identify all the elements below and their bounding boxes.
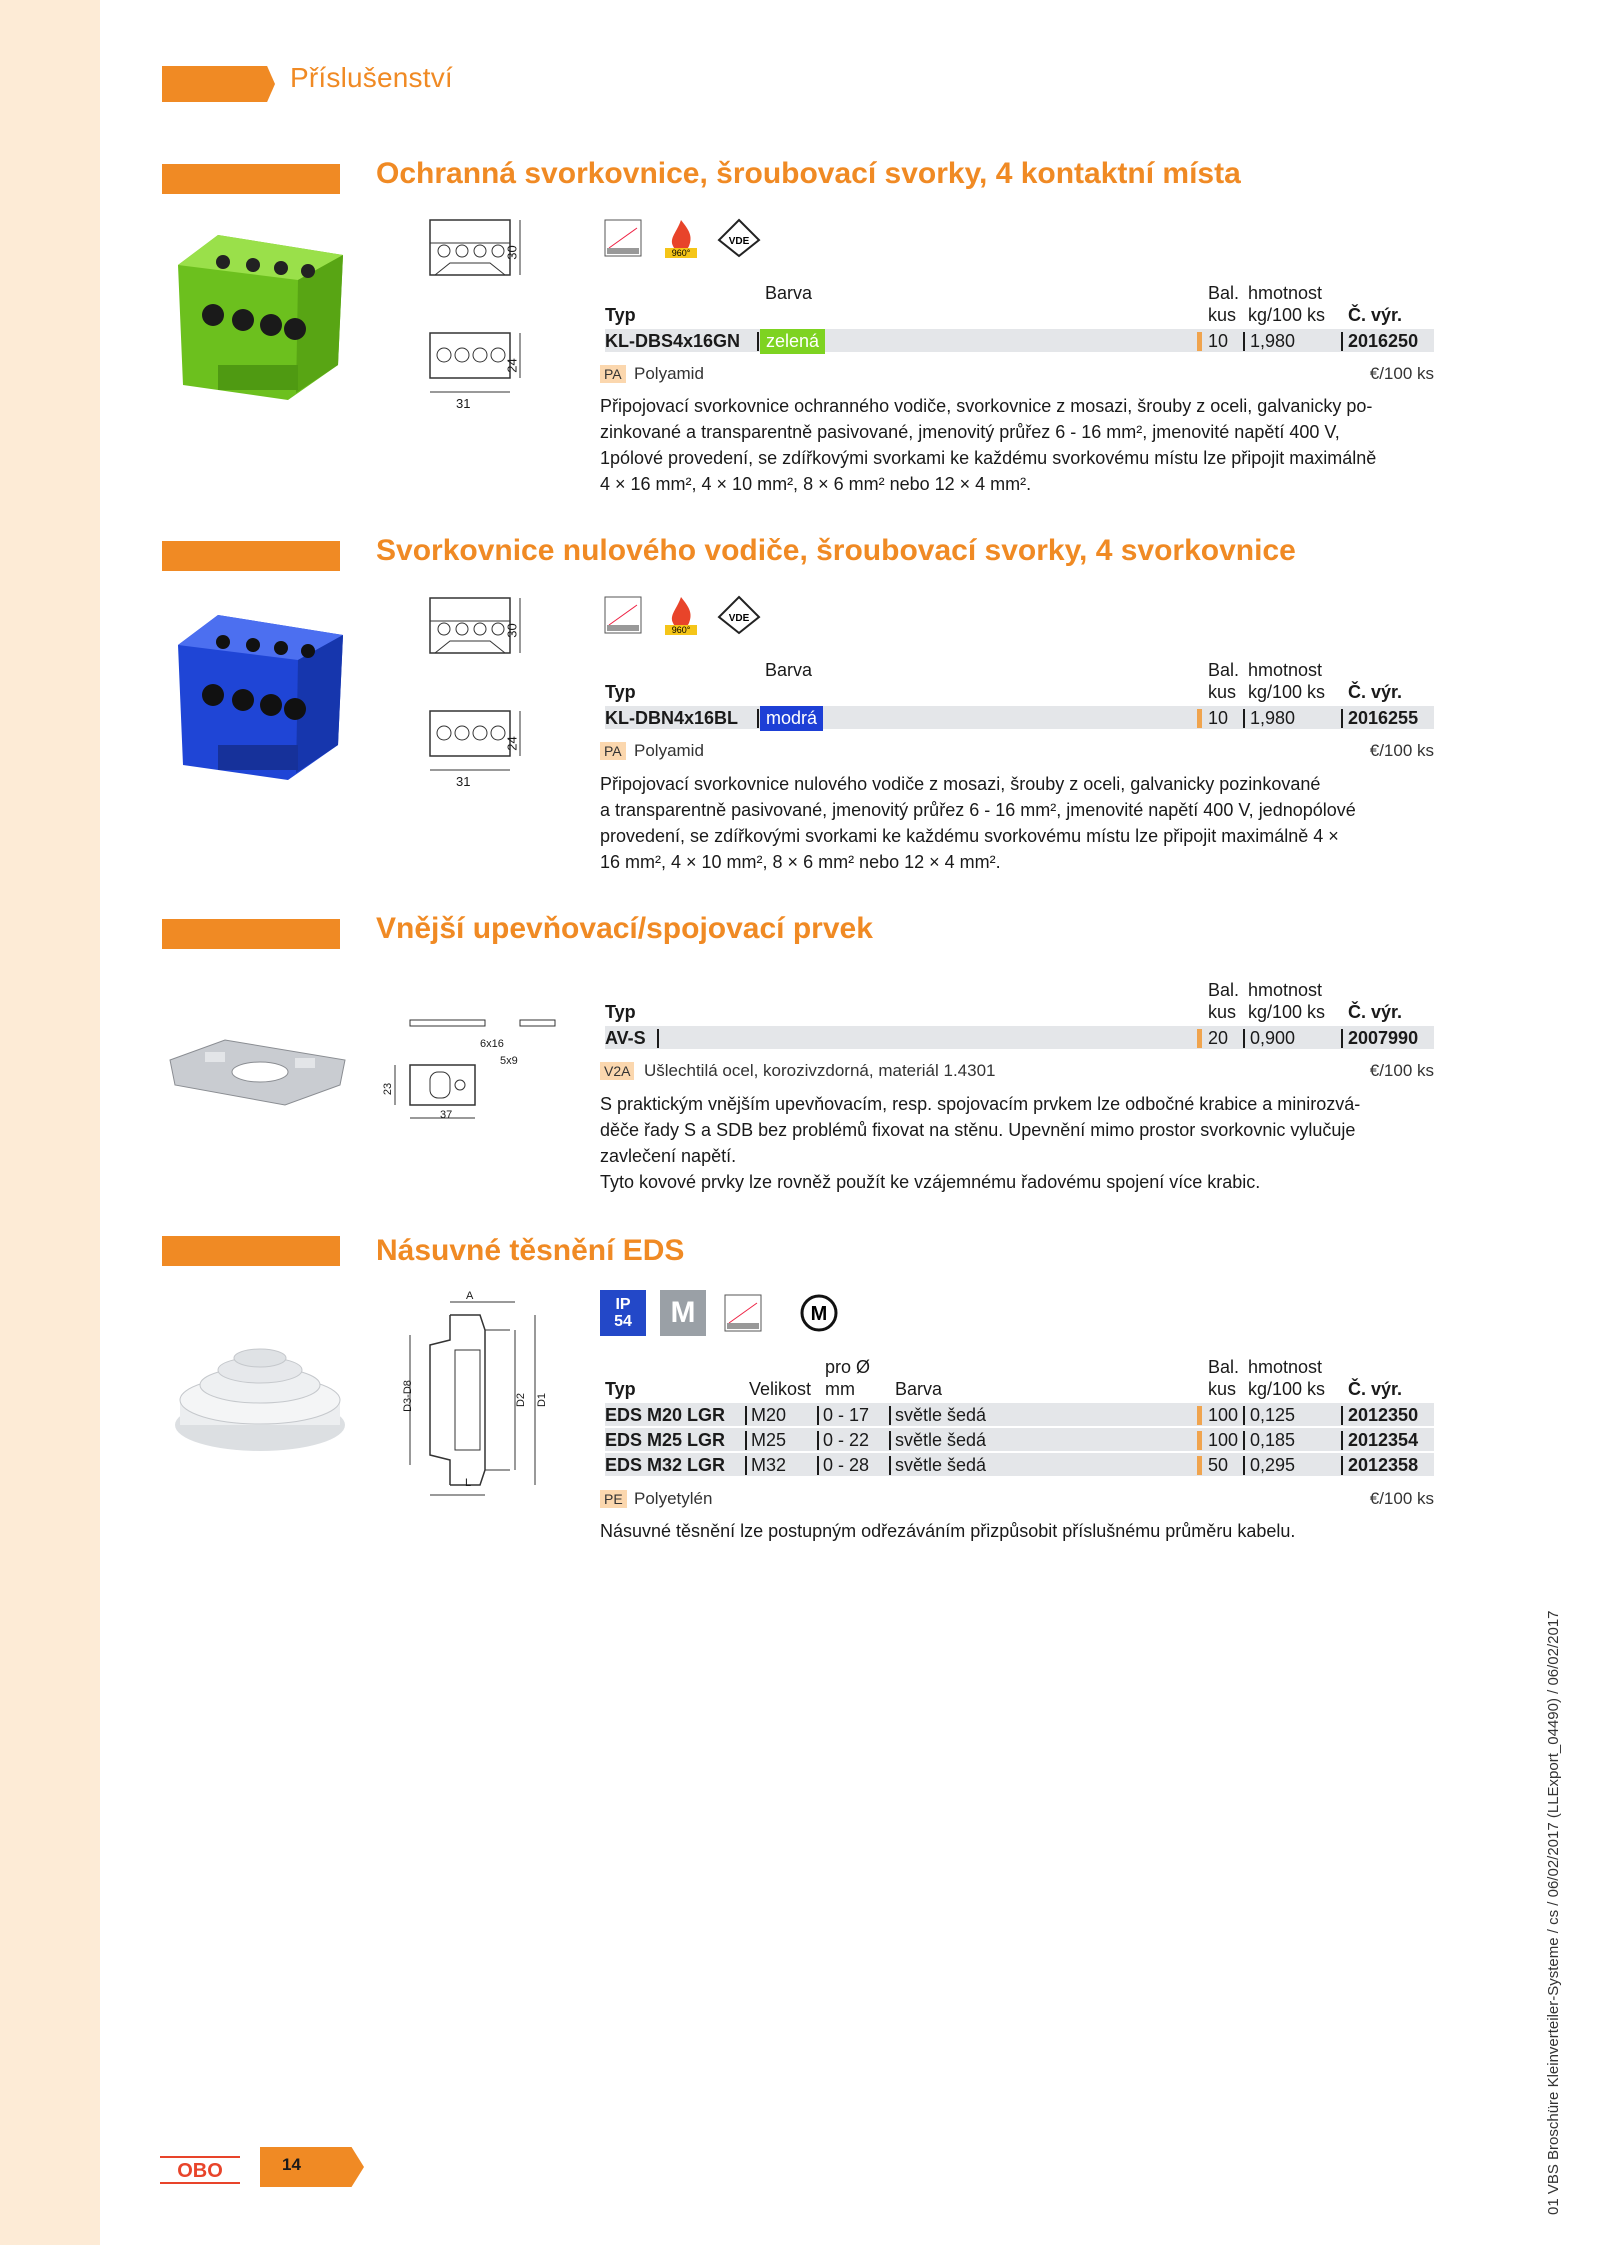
dim-label: 24	[504, 736, 520, 751]
col-barva: Barva	[765, 283, 813, 303]
col-kg: kg/100 ks	[1248, 305, 1326, 325]
col-hmotnost: hmotnost	[1248, 980, 1323, 1000]
col-cvyr: Č. výr.	[1348, 682, 1403, 702]
col-mm: mm	[825, 1379, 855, 1399]
section-bar	[162, 919, 340, 949]
table-header	[605, 980, 1434, 1026]
cell-bal: 100	[1208, 1430, 1239, 1450]
dim-label: D2	[515, 1392, 528, 1408]
dim-label: A	[466, 1290, 474, 1302]
cell-hmotnost: 1,980	[1250, 331, 1296, 351]
col-bal: Bal.	[1208, 980, 1240, 1000]
material-badge: PA	[600, 742, 626, 760]
cell-cvyr: 2016250	[1348, 331, 1419, 351]
cell-typ: EDS M32 LGR	[605, 1455, 726, 1475]
svg-text:VDE: VDE	[728, 613, 750, 624]
cell-mm: 0 - 22	[823, 1430, 870, 1450]
dim-label: 6x16	[480, 1038, 504, 1050]
product-table	[605, 660, 1434, 731]
halogen-free-icon	[720, 1290, 766, 1336]
material-line	[600, 364, 1434, 388]
m-icon	[660, 1290, 706, 1336]
col-kg: kg/100 ks	[1248, 1379, 1326, 1399]
cell-hmotnost: 1,980	[1250, 708, 1296, 728]
m-label: M	[670, 1296, 696, 1329]
svg-text:960°: 960°	[671, 248, 691, 258]
col-barva: Barva	[895, 1379, 943, 1399]
technical-drawing	[390, 1290, 560, 1505]
col-hmotnost: hmotnost	[1248, 283, 1323, 303]
approval-icons	[600, 215, 762, 261]
material-line	[600, 741, 1434, 765]
cell-cvyr: 2016255	[1348, 708, 1419, 728]
cell-bal: 10	[1208, 708, 1229, 728]
cell-bal: 20	[1208, 1028, 1229, 1048]
price-unit: €/100 ks	[1369, 1061, 1434, 1080]
col-typ: Typ	[605, 305, 636, 325]
table-row	[605, 1026, 1434, 1051]
flame-960-icon	[658, 215, 704, 261]
cell-hmotnost: 0,125	[1250, 1405, 1296, 1425]
flame-960-icon	[658, 592, 704, 638]
table-header	[605, 283, 1434, 329]
col-bal: Bal.	[1208, 283, 1240, 303]
material-badge: V2A	[600, 1062, 634, 1080]
col-typ: Typ	[605, 1379, 636, 1399]
dim-label: 30	[504, 623, 520, 638]
cell-typ: KL-DBS4x16GN	[605, 331, 741, 351]
product-photo-green-terminal	[168, 225, 348, 410]
desc-line: 1pólové provedení, se zdířkovými svorkami ke každému svorkovému místu lze připojit maximálně	[600, 448, 1377, 468]
cell-typ: EDS M20 LGR	[605, 1405, 726, 1425]
product-photo-fixing-element	[165, 1030, 350, 1115]
col-hmotnost: hmotnost	[1248, 1357, 1323, 1377]
section-bar	[162, 541, 340, 571]
ip-label: IP	[615, 1296, 631, 1313]
table-row	[605, 1453, 1434, 1478]
product-table	[605, 283, 1434, 354]
desc-line: S praktickým vnějším upevňovacím, resp. spojovacím prvkem lze odbočné krabice a minirozvá-	[600, 1094, 1361, 1114]
svg-text:OBO: OBO	[177, 2160, 223, 2182]
approval-icons	[600, 1290, 842, 1336]
cell-mm: 0 - 17	[823, 1405, 870, 1425]
material-name: Ušlechtilá ocel, korozivzdorná, materiál 1.4301	[644, 1061, 996, 1080]
table-header	[605, 660, 1434, 706]
technical-drawing	[420, 215, 550, 420]
svg-text:M: M	[810, 1303, 828, 1325]
material-line	[600, 1489, 1434, 1513]
col-kus: kus	[1208, 682, 1237, 702]
cell-hmotnost: 0,185	[1250, 1430, 1296, 1450]
dim-label: 31	[456, 396, 471, 411]
table-row	[605, 1403, 1434, 1428]
product-table	[605, 980, 1434, 1051]
desc-line: provedení, se zdířkovými svorkami ke každému svorkovému místu lze připojit maximálně 4 ×	[600, 826, 1339, 846]
cell-mm: 0 - 28	[823, 1455, 870, 1475]
page-number: 14	[282, 2155, 301, 2174]
col-velikost: Velikost	[749, 1379, 812, 1399]
table-header	[605, 1357, 1434, 1403]
halogen-free-icon	[600, 215, 646, 261]
material-name: Polyamid	[634, 741, 704, 760]
side-print-info: 01 VBS Broschüre Kleinverteiler-Systeme / cs / 06/02/2017 (LLExport_04490) / 06/02/2017	[1545, 1610, 1562, 2215]
desc-line: a transparentně pasivované, jmenovitý průřez 6 - 16 mm², jmenovité napětí 400 V, jednopólové	[600, 800, 1356, 820]
dim-label: D1	[536, 1392, 549, 1408]
cell-barva: světle šedá	[895, 1430, 987, 1450]
dim-label: 5x9	[500, 1055, 518, 1067]
col-barva: Barva	[765, 660, 813, 680]
material-name: Polyamid	[634, 364, 704, 383]
section-title: Násuvné těsnění EDS	[376, 1234, 685, 1267]
section-bar	[162, 164, 340, 194]
page-tab	[260, 2147, 364, 2187]
col-typ: Typ	[605, 682, 636, 702]
obo-logo	[160, 2155, 240, 2185]
vde-icon	[716, 215, 762, 261]
dim-label: 30	[504, 245, 520, 260]
material-badge: PA	[600, 365, 626, 383]
material-line	[600, 1061, 1434, 1085]
col-typ: Typ	[605, 1002, 636, 1022]
product-table	[605, 1357, 1434, 1478]
desc-line: Tyto kovové prvky lze rovněž použít ke vzájemnému řadovému spojení více krabic.	[600, 1172, 1261, 1192]
cell-bal: 10	[1208, 331, 1229, 351]
desc-line: 4 × 16 mm², 4 × 10 mm², 8 × 6 mm² nebo 12 × 4 mm².	[600, 474, 1032, 494]
description	[600, 1518, 1440, 1544]
cell-cvyr: 2012358	[1348, 1455, 1419, 1475]
dim-label: L	[465, 1477, 472, 1489]
section-title: Ochranná svorkovnice, šroubovací svorky, 4 kontaktní místa	[376, 157, 1241, 190]
desc-line: Připojovací svorkovnice nulového vodiče z mosazi, šrouby z oceli, galvanicky pozinkované	[600, 774, 1321, 794]
side-strip	[0, 0, 100, 2245]
dim-label: 37	[440, 1109, 453, 1121]
section-title: Vnější upevňovací/spojovací prvek	[376, 912, 873, 945]
cell-cvyr: 2012354	[1348, 1430, 1419, 1450]
cell-typ: AV-S	[605, 1028, 646, 1048]
col-kg: kg/100 ks	[1248, 682, 1326, 702]
cell-bal: 100	[1208, 1405, 1239, 1425]
halogen-free-icon	[600, 592, 646, 638]
table-row	[605, 329, 1434, 354]
price-unit: €/100 ks	[1369, 1489, 1434, 1508]
cell-typ: EDS M25 LGR	[605, 1430, 726, 1450]
section-bar	[162, 1236, 340, 1266]
col-kus: kus	[1208, 305, 1237, 325]
col-kus: kus	[1208, 1379, 1237, 1399]
description	[600, 1091, 1440, 1195]
svg-text:960°: 960°	[671, 625, 691, 635]
col-bal: Bal.	[1208, 1357, 1240, 1377]
col-pro: pro Ø	[825, 1357, 871, 1377]
description	[600, 393, 1440, 497]
desc-line: zinkované a transparentně pasivované, jmenovitý průřez 6 - 16 mm², jmenovité napětí 400 V,	[600, 422, 1340, 442]
technical-drawing	[420, 593, 550, 798]
cell-velikost: M20	[751, 1405, 787, 1425]
cell-barva: světle šedá	[895, 1405, 987, 1425]
cell-velikost: M25	[751, 1430, 787, 1450]
ip-number: 54	[614, 1313, 632, 1330]
product-photo-grommet	[170, 1330, 350, 1465]
cell-hmotnost: 0,900	[1250, 1028, 1296, 1048]
cell-typ: KL-DBN4x16BL	[605, 708, 739, 728]
col-bal: Bal.	[1208, 660, 1240, 680]
dim-label: 24	[504, 358, 520, 373]
cell-hmotnost: 0,295	[1250, 1455, 1296, 1475]
dim-label: 31	[456, 774, 471, 789]
desc-line: děče řady S a SDB bez problémů fixovat na stěnu. Upevnění mimo prostor svorkovnic vylučuje	[600, 1120, 1356, 1140]
price-unit: €/100 ks	[1369, 741, 1434, 760]
cell-velikost: M32	[751, 1455, 787, 1475]
price-unit: €/100 ks	[1369, 364, 1434, 383]
col-kus: kus	[1208, 1002, 1237, 1022]
description	[600, 771, 1440, 875]
cell-barva: zelená	[760, 329, 825, 354]
approval-icons	[600, 592, 762, 638]
col-cvyr: Č. výr.	[1348, 1379, 1403, 1399]
header-tab	[162, 66, 275, 102]
col-hmotnost: hmotnost	[1248, 660, 1323, 680]
table-row	[605, 706, 1434, 731]
section-title: Svorkovnice nulového vodiče, šroubovací svorky, 4 svorkovnice	[376, 534, 1296, 567]
ip54-icon	[600, 1290, 646, 1336]
cell-cvyr: 2007990	[1348, 1028, 1419, 1048]
desc-line: Násuvné těsnění lze postupným odřezáváním přizpůsobit příslušnému průměru kabelu.	[600, 1521, 1296, 1541]
header-title: Příslušenství	[290, 62, 453, 93]
product-photo-blue-terminal	[168, 605, 348, 790]
cell-cvyr: 2012350	[1348, 1405, 1419, 1425]
cell-bal: 50	[1208, 1455, 1229, 1475]
m-circle-icon	[796, 1290, 842, 1336]
material-name: Polyetylén	[634, 1489, 713, 1508]
desc-line: 16 mm², 4 × 10 mm², 8 × 6 mm² nebo 12 × 4 mm².	[600, 852, 1001, 872]
material-badge: PE	[600, 1490, 627, 1508]
cell-barva: světle šedá	[895, 1455, 987, 1475]
col-cvyr: Č. výr.	[1348, 305, 1403, 325]
technical-drawing	[380, 1010, 570, 1135]
dim-label: 23	[382, 1082, 395, 1096]
table-row	[605, 1428, 1434, 1453]
cell-barva: modrá	[760, 706, 823, 731]
vde-icon	[716, 592, 762, 638]
col-kg: kg/100 ks	[1248, 1002, 1326, 1022]
col-cvyr: Č. výr.	[1348, 1002, 1403, 1022]
svg-text:VDE: VDE	[728, 236, 750, 247]
dim-label: D3-D8	[401, 1380, 414, 1412]
desc-line: Připojovací svorkovnice ochranného vodiče, svorkovnice z mosazi, šrouby z oceli, galvanicky po-	[600, 396, 1373, 416]
desc-line: zavlečení napětí.	[600, 1146, 737, 1166]
